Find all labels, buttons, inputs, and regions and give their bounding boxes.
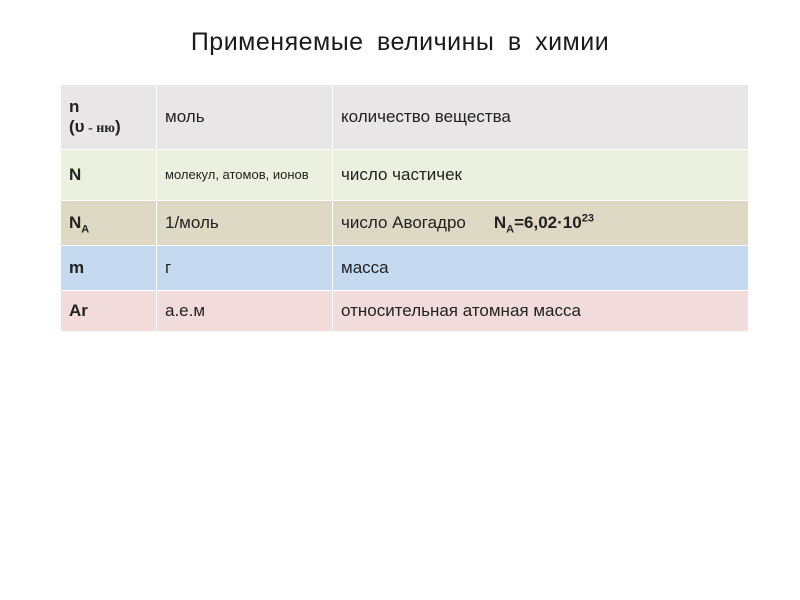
symbol-alt-word: - ню bbox=[84, 120, 116, 136]
symbol-text: N bbox=[69, 213, 82, 233]
symbol-text: n bbox=[69, 97, 80, 117]
description-cell: число частичек bbox=[333, 150, 749, 201]
symbol-cell: m bbox=[61, 246, 157, 291]
table-row bbox=[61, 201, 749, 246]
description-cell: относительная атомная масса bbox=[333, 291, 749, 332]
formula-symbol: N bbox=[493, 213, 507, 233]
table-row bbox=[61, 246, 749, 291]
symbol-cell: Ar bbox=[61, 291, 157, 332]
unit-cell: а.е.м bbox=[157, 291, 333, 332]
formula-exponent: 23 bbox=[581, 212, 594, 225]
quantities-table bbox=[60, 84, 749, 332]
description-cell bbox=[333, 201, 749, 246]
formula-value: =6,02·10 bbox=[514, 213, 582, 233]
table-row bbox=[61, 291, 749, 332]
unit-cell: 1/моль bbox=[157, 201, 333, 246]
symbol-subscript: A bbox=[81, 223, 90, 236]
slide-title: Применяемые величины в химии bbox=[190, 28, 610, 56]
formula-subscript: A bbox=[506, 223, 515, 236]
description-cell: количество вещества bbox=[333, 85, 749, 150]
table-row bbox=[61, 85, 749, 150]
unit-cell: молекул, атомов, ионов bbox=[157, 150, 333, 201]
description-text: число Авогадро bbox=[341, 213, 466, 233]
symbol-cell bbox=[61, 85, 157, 150]
unit-cell: г bbox=[157, 246, 333, 291]
symbol-alt-open: ( bbox=[69, 116, 75, 136]
table-row bbox=[61, 150, 749, 201]
symbol-alt-close: ) bbox=[115, 116, 121, 136]
avogadro-formula bbox=[493, 212, 594, 236]
unit-cell: моль bbox=[157, 85, 333, 150]
symbol-cell bbox=[61, 201, 157, 246]
description-cell: масса bbox=[333, 246, 749, 291]
symbol-alt bbox=[69, 117, 148, 137]
symbol-cell: N bbox=[61, 150, 157, 201]
symbol-alt-char: υ bbox=[74, 116, 85, 136]
